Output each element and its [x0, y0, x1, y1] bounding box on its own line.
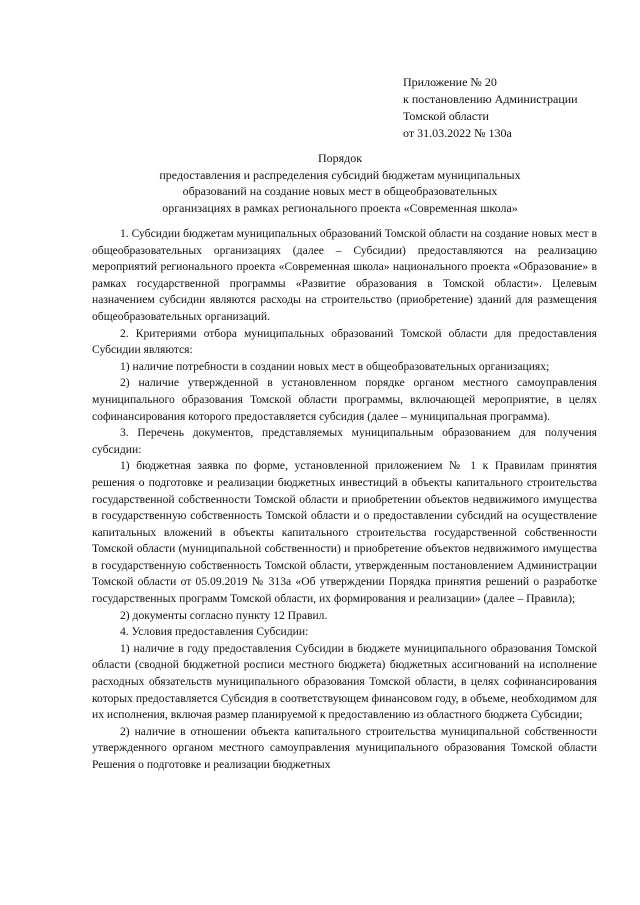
- annex-header: [403, 74, 633, 142]
- title-line: Порядок: [317, 151, 363, 165]
- paragraph: 2. Критериями отбора муниципальных образований Томской области для предоставления Субсидии являются:: [92, 326, 597, 357]
- document-body: [92, 226, 597, 774]
- title-line: предоставления и распределения субсидий бюджетам муниципальных: [159, 167, 521, 182]
- title-line: образований на создание новых мест в общеобразовательных: [182, 184, 498, 198]
- annex-decree: к постановлению Администрации: [403, 92, 578, 106]
- annex-region: Томской области: [403, 109, 489, 123]
- paragraph: 3. Перечень документов, представляемых муниципальным образованием для получения субсидии:: [92, 426, 597, 456]
- paragraph: 1) наличие в году предоставления Субсидии в бюджете муниципального образования Томской области (сводной бюджетной росписи местного бюджета) бюджетных ассигнований на исполнение расходных обязательств муниципального образования Томской области, в целях софинансирования которых предоставляется Субсидия в соответствующем финансовом году, в объеме, необходимом для их исполнения, включая размер планируемой к предоставлению из областного бюджета Субсидии;: [92, 641, 597, 722]
- paragraph: 4. Условия предоставления Субсидии:: [120, 625, 309, 639]
- paragraph: 1) наличие потребности в создании новых мест в общеобразовательных организациях;: [120, 359, 550, 373]
- annex-date: от 31.03.2022 № 130а: [403, 126, 512, 140]
- paragraph: 2) документы согласно пункту 12 Правил.: [120, 608, 328, 622]
- paragraph: 2) наличие утвержденной в установленном порядке органом местного самоуправления муниципального образования Томской области программы, включающей мероприятие, в целях софинансирования которого предоставляется субсидия (далее – муниципальная программа).: [92, 376, 597, 423]
- paragraph: 1) бюджетная заявка по форме, установленной приложением № 1 к Правилам принятия решения о подготовке и реализации бюджетных инвестиций в объекты капитального строительства государственной собственности Томской области и приобретении объектов недвижимого имущества в государственную собственность Томской области и о предоставлении субсидий на осуществление капитальных вложений в объекты капитального строительства государственной собственности Томской области (муниципальной собственности) и приобретение объектов недвижимого имущества в государственную собственность Томской области, утвержденным постановлением Администрации Томской области от 05.09.2019 № 313а «Об утверждении Порядка принятия решений о разработке государственных программ Томской области, их формирования и реализации» (далее – Правила);: [92, 459, 597, 606]
- document-title: [60, 150, 620, 216]
- paragraph: 2) наличие в отношении объекта капитального строительства муниципальной собственности утвержденного органом местного самоуправления муниципального образования Томской области Решения о подготовке и реализации бюджетных: [92, 724, 597, 771]
- annex-number: Приложение № 20: [403, 75, 497, 89]
- title-line: организациях в рамках регионального проекта «Современная школа»: [162, 200, 518, 215]
- paragraph: 1. Субсидии бюджетам муниципальных образований Томской области на создание новых мест в общеобразовательных организациях (далее – Субсидии) предоставляются на реализацию мероприятий регионального проекта «Современная школа» национального проекта «Образование» в рамках государственной программы «Развитие образования в Томской области». Целевым назначением субсидии являются расходы на строительство (приобретение) зданий для размещения общеобразовательных организаций.: [92, 227, 597, 323]
